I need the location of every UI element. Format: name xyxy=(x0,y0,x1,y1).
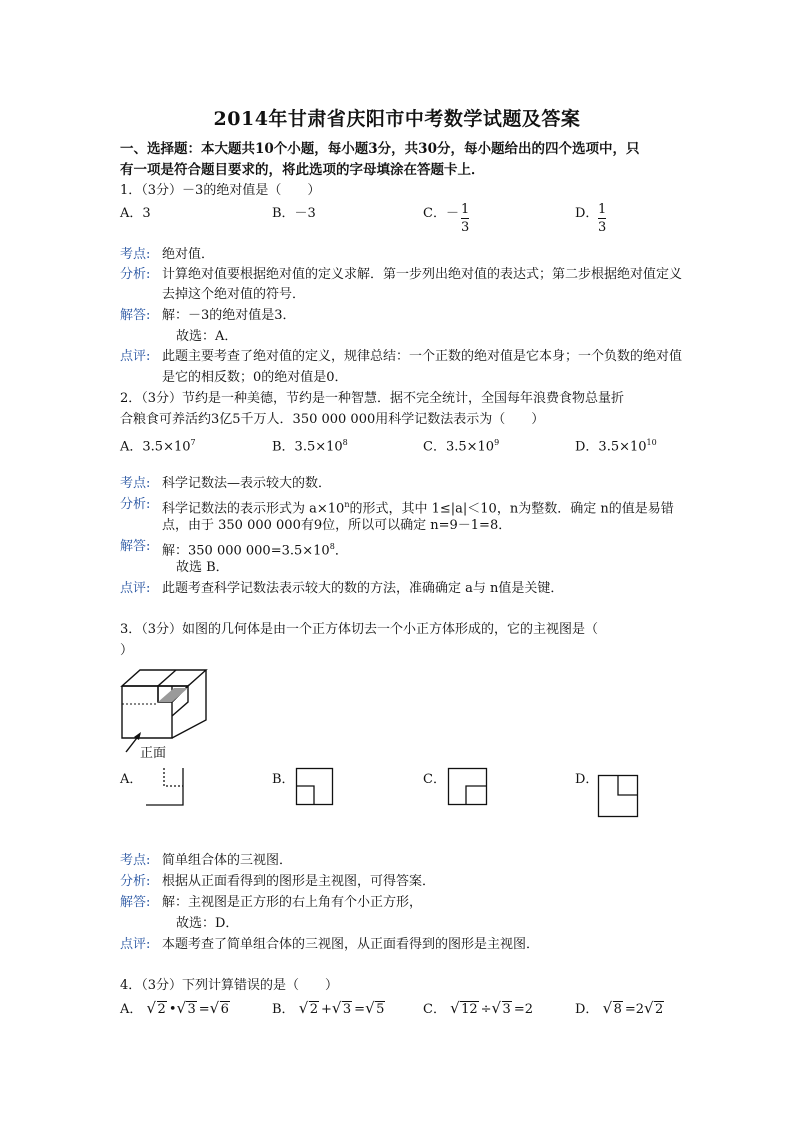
q4-option-d xyxy=(575,1000,666,1020)
operator: + xyxy=(320,1002,332,1017)
q4-option-b-prefix: B． xyxy=(272,1002,295,1017)
radicand: 8 xyxy=(613,1002,622,1017)
equals: =2 xyxy=(513,1002,533,1017)
q1-option-b: B．－3 xyxy=(272,206,316,221)
sqrt-icon xyxy=(365,1000,385,1020)
radicand: 3 xyxy=(502,1002,511,1017)
inner-square xyxy=(296,786,314,805)
q3-option-d-figure xyxy=(598,775,640,819)
sqrt-icon xyxy=(644,1000,664,1020)
sqrt-icon xyxy=(332,1000,352,1020)
q2-fenxi-label: 分析: xyxy=(120,497,151,512)
equals: =2 xyxy=(624,1002,645,1017)
q2-stem-line-1: 2．（3分）节约是一种美德，节约是一种智慧．据不完全统计，全国每年浪费食物总量折 xyxy=(120,391,625,406)
q2-fenxi-line-1b: 的形式，其中 1≤|a|＜10，n为整数．确定 n的值是易错 xyxy=(349,501,674,517)
q1-option-c-fraction xyxy=(461,202,469,235)
cube-front-face xyxy=(122,686,172,738)
q2-option-d-exponent: 10 xyxy=(646,438,657,447)
operator: • xyxy=(168,1002,177,1017)
q1-jieda-line-2: 故选：A． xyxy=(176,329,238,344)
fraction-numerator: 1 xyxy=(461,202,470,217)
q1-dianping-label: 点评: xyxy=(120,349,151,364)
q3-stem-line-1: 3．（3分）如图的几何体是由一个正方体切去一个小正方体形成的，它的主视图是（ xyxy=(120,622,599,637)
q2-kaodian-label: 考点: xyxy=(120,476,151,491)
q3-option-b-figure xyxy=(296,768,336,808)
q2-option-a-base: A．3.5×10 xyxy=(120,439,191,455)
q4-option-d-prefix: D． xyxy=(575,1002,599,1017)
inner-dashed-square xyxy=(164,768,183,786)
q4-option-c xyxy=(423,1000,533,1020)
q2-option-c-base: C．3.5×10 xyxy=(423,439,495,455)
q4-option-b xyxy=(272,1000,387,1020)
sqrt-icon xyxy=(210,1000,230,1020)
sqrt-icon xyxy=(299,1000,319,1020)
q2-jieda-label: 解答: xyxy=(120,539,151,554)
q3-jieda-line-1: 解：主视图是正方形的右上角有个小正方形， xyxy=(162,895,423,910)
q2-fenxi-line-1a: 科学记数法的表示形式为 a×10 xyxy=(162,501,345,517)
sqrt-icon xyxy=(147,1000,167,1020)
q3-fenxi-label: 分析: xyxy=(120,874,151,889)
q1-fenxi-label: 分析: xyxy=(120,267,151,282)
page-title: 2014年甘肃省庆阳市中考数学试题及答案 xyxy=(213,108,581,130)
front-label: 正面 xyxy=(140,746,167,761)
q3-option-c: C． xyxy=(423,772,446,787)
q1-dianping-line-1: 此题主要考查了绝对值的定义，规律总结：一个正数的绝对值是它本身；一个负数的绝对值 xyxy=(162,349,683,364)
q2-option-c-exponent: 9 xyxy=(494,438,500,447)
q1-dianping-line-2: 是它的相反数；0的绝对值是0． xyxy=(162,370,348,385)
radicand: 3 xyxy=(187,1002,196,1017)
inner-square xyxy=(466,786,487,805)
q2-option-b-base: B．3.5×10 xyxy=(272,439,343,455)
q1-fenxi-line-1: 计算绝对值要根据绝对值的定义求解．第一步列出绝对值的表达式；第二步根据绝对值定义 xyxy=(162,267,683,282)
q1-option-c-prefix: C．－ xyxy=(423,206,459,221)
q2-jieda-line-1b: ． xyxy=(334,543,348,559)
fraction-denominator: 3 xyxy=(461,220,470,235)
fraction-bar xyxy=(461,218,469,219)
sqrt-icon xyxy=(492,1000,512,1020)
q3-dianping-line-1: 本题考查了简单组合体的三视图，从正面看得到的图形是主视图． xyxy=(162,937,540,952)
q2-jieda-exponent: 8 xyxy=(329,542,335,551)
q4-option-c-prefix: C． xyxy=(423,1002,446,1017)
radicand: 2 xyxy=(309,1002,318,1017)
q2-jieda-line-2: 故选 B． xyxy=(176,560,229,575)
q2-option-b xyxy=(272,433,348,457)
sqrt-icon xyxy=(450,1000,479,1020)
q2-fenxi-exponent: n xyxy=(344,500,350,509)
q3-dianping-label: 点评: xyxy=(120,937,151,952)
q2-option-c xyxy=(423,433,499,457)
front-arrowhead xyxy=(134,732,141,740)
cube-top-face xyxy=(122,670,206,686)
cube-right-face xyxy=(172,670,206,738)
q3-option-b: B． xyxy=(272,772,295,787)
q1-kaodian-label: 考点: xyxy=(120,247,151,262)
q1-kaodian-text: 绝对值． xyxy=(162,247,215,262)
equals: = xyxy=(198,1002,210,1017)
sqrt-icon xyxy=(603,1000,623,1020)
q1-option-d-prefix: D． xyxy=(575,206,599,221)
fraction-numerator: 1 xyxy=(598,202,607,217)
sqrt-icon xyxy=(176,1000,196,1020)
q1-option-a: A．3 xyxy=(120,206,151,221)
q2-jieda-line-1a: 解：350 000 000=3.5×10 xyxy=(162,543,330,559)
q2-stem-line-2: 合粮食可养活约3亿5千万人．350 000 000用科学记数法表示为（ ） xyxy=(120,412,545,427)
cube-figure xyxy=(118,664,218,764)
q3-kaodian-text: 简单组合体的三视图． xyxy=(162,853,293,868)
radicand: 2 xyxy=(655,1002,664,1017)
equals: = xyxy=(354,1002,366,1017)
q2-kaodian-text: 科学记数法—表示较大的数． xyxy=(162,476,332,491)
q2-option-d xyxy=(575,433,657,457)
q2-option-a xyxy=(120,433,196,457)
fraction-denominator: 3 xyxy=(598,220,607,235)
q1-stem: 1．（3分）－3的绝对值是（ ） xyxy=(120,183,321,198)
q3-jieda-line-2: 故选：D． xyxy=(176,916,239,931)
q3-fenxi-line-1: 根据从正面看得到的图形是主视图，可得答案． xyxy=(162,874,436,889)
radicand: 3 xyxy=(342,1002,352,1017)
q1-jieda-label: 解答: xyxy=(120,308,151,323)
q2-option-a-exponent: 7 xyxy=(190,438,196,447)
q3-kaodian-label: 考点: xyxy=(120,853,151,868)
q3-stem-line-2: ） xyxy=(120,643,134,658)
q2-option-b-exponent: 8 xyxy=(342,438,348,447)
q4-option-a xyxy=(120,1000,232,1020)
q2-fenxi-line-2: 点，由于 350 000 000有9位，所以可以确定 n=9－1=8． xyxy=(162,518,512,533)
q4-stem: 4．（3分）下列计算错误的是（ ） xyxy=(120,978,339,993)
q2-dianping-label: 点评: xyxy=(120,581,151,596)
q1-jieda-line-1: 解：－3的绝对值是3． xyxy=(162,308,296,323)
radicand: 12 xyxy=(461,1002,478,1017)
q2-option-d-base: D．3.5×10 xyxy=(575,439,647,455)
q3-option-c-figure xyxy=(448,768,490,808)
fraction-bar xyxy=(598,218,606,219)
q1-option-d-fraction xyxy=(598,202,606,235)
operator: ÷ xyxy=(480,1002,492,1017)
q2-dianping-line-1: 此题考查科学记数法表示较大的数的方法，准确确定 a与 n值是关键． xyxy=(162,581,564,596)
inner-square xyxy=(618,775,638,795)
q4-option-a-prefix: A． xyxy=(120,1002,143,1017)
radicand: 6 xyxy=(220,1002,229,1017)
q1-fenxi-line-2: 去掉这个绝对值的符号． xyxy=(162,287,306,302)
cut-corner-shade xyxy=(158,688,188,702)
section-heading-line-2: 有一项是符合题目要求的，将此选项的字母填涂在答题卡上． xyxy=(120,162,485,178)
q3-jieda-label: 解答: xyxy=(120,895,151,910)
radicand: 5 xyxy=(376,1002,385,1017)
q3-option-a-figure xyxy=(146,768,186,808)
q3-option-d: D． xyxy=(575,772,599,787)
radicand: 2 xyxy=(157,1002,166,1017)
q3-option-a: A． xyxy=(120,772,143,787)
section-heading-line-1: 一、选择题：本大题共10个小题，每小题3分，共30分，每小题给出的四个选项中，只 xyxy=(120,141,640,157)
